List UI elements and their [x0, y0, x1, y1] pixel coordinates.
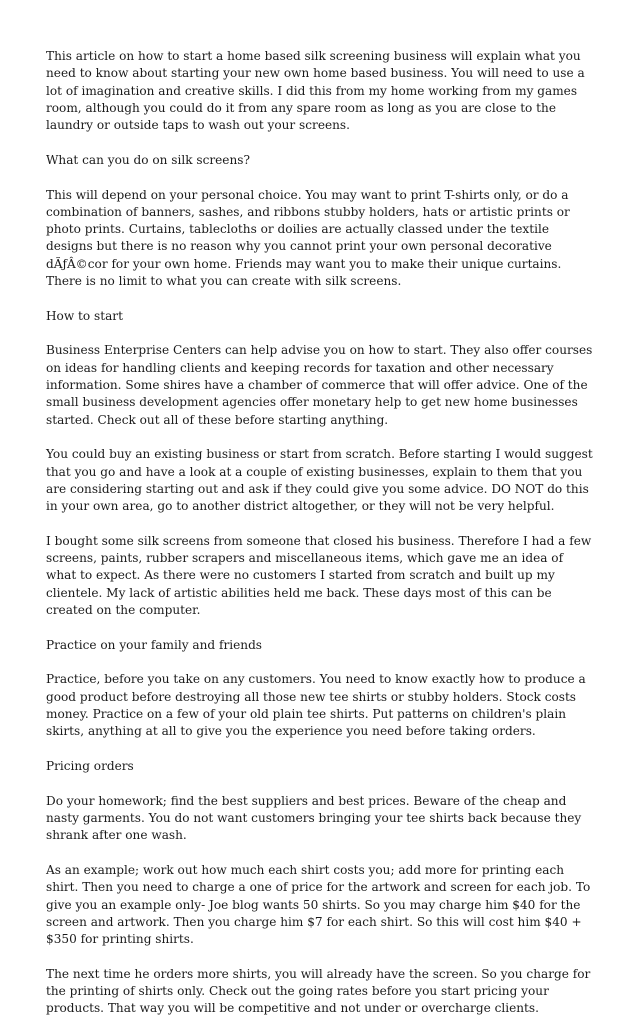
body-paragraph: The next time he orders more shirts, you will already have the screen. So you charge for the printing of shirts only. Check out the going rates before you start pricing your products. That way you will be competitive and not under or overcharge clients.: [46, 966, 591, 1016]
document-body: [46, 48, 594, 1035]
body-paragraph: Practice, before you take on any customers. You need to know exactly how to produce a good product before destroying all those new tee shirts or stubby holders. Stock costs money. Practice on a few of your old plain tee shirts. Put patterns on children's plain skirts, anything at all to give you the experience you need before taking orders.: [46, 672, 586, 739]
body-paragraph: You could buy an existing business or start from scratch. Before starting I would suggest that you go and have a look at a couple of existing businesses, explain to them that you are considering starting out and ask if they could give you some advice. DO NOT do this in your own area, go to another district altogether, or they will not be very helpful.: [46, 447, 593, 514]
section-heading-pricing-orders: Pricing orders: [46, 759, 134, 774]
section-heading-practice: Practice on your family and friends: [46, 637, 263, 652]
body-paragraph: I bought some silk screens from someone that closed his business. Therefore I had a few screens, paints, rubber scrapers and miscellaneous items, which gave me an idea of what to expect. As there were no customers I started from scratch and built up my clientele. My lack of artistic abilities held me back. These days most of this can be created on the computer.: [46, 533, 592, 618]
body-paragraph: Business Enterprise Centers can help advise you on how to start. They also offer courses on ideas for handling clients and keeping records for taxation and other necessary information. Some shires have a chamber of commerce that will offer advice. One of the small business development agencies offer monetary help to get new home businesses started. Check out all of these before starting anything.: [46, 343, 593, 427]
body-paragraph: Do your homework; find the best suppliers and best prices. Beware of the cheap and nasty garments. You do not want customers bringing your tee shirts back because they shrank after one wash.: [46, 793, 582, 843]
body-paragraph: As an example; work out how much each shirt costs you; add more for printing each shirt. Then you need to charge a one of price for the artwork and screen for each job. To give you an example only- Joe blog wants 50 shirts. So you may charge him $40 for the screen and artwork. Then you charge him $7 for each shirt. So this will cost him $40 + $350 for printing shirts.: [46, 862, 591, 947]
intro-paragraph: This article on how to start a home based silk screening business will explain what you need to know about starting your new own home based business. You will need to use a lot of imagination and creative skills. I did this from my home working from my games room, although you could do it from any spare room as long as you are close to the laundry or outside taps to wash out your screens.: [46, 49, 585, 133]
section-heading-how-to-start: How to start: [46, 308, 123, 323]
section-heading-silk-screens: What can you do on silk screens?: [46, 152, 250, 167]
body-paragraph: This will depend on your personal choice. You may want to print T-shirts only, or do a combination of banners, sashes, and ribbons stubby holders, hats or artistic prints or photo prints. Curtains, tablecloths or doilies are actually classed under the textile designs but there is no reason why you cannot print your own personal decorative dÃƒÂ©cor for your own home. Friends may want you to make their unique curtains. There is no limit to what you can create with silk screens.: [46, 187, 570, 289]
